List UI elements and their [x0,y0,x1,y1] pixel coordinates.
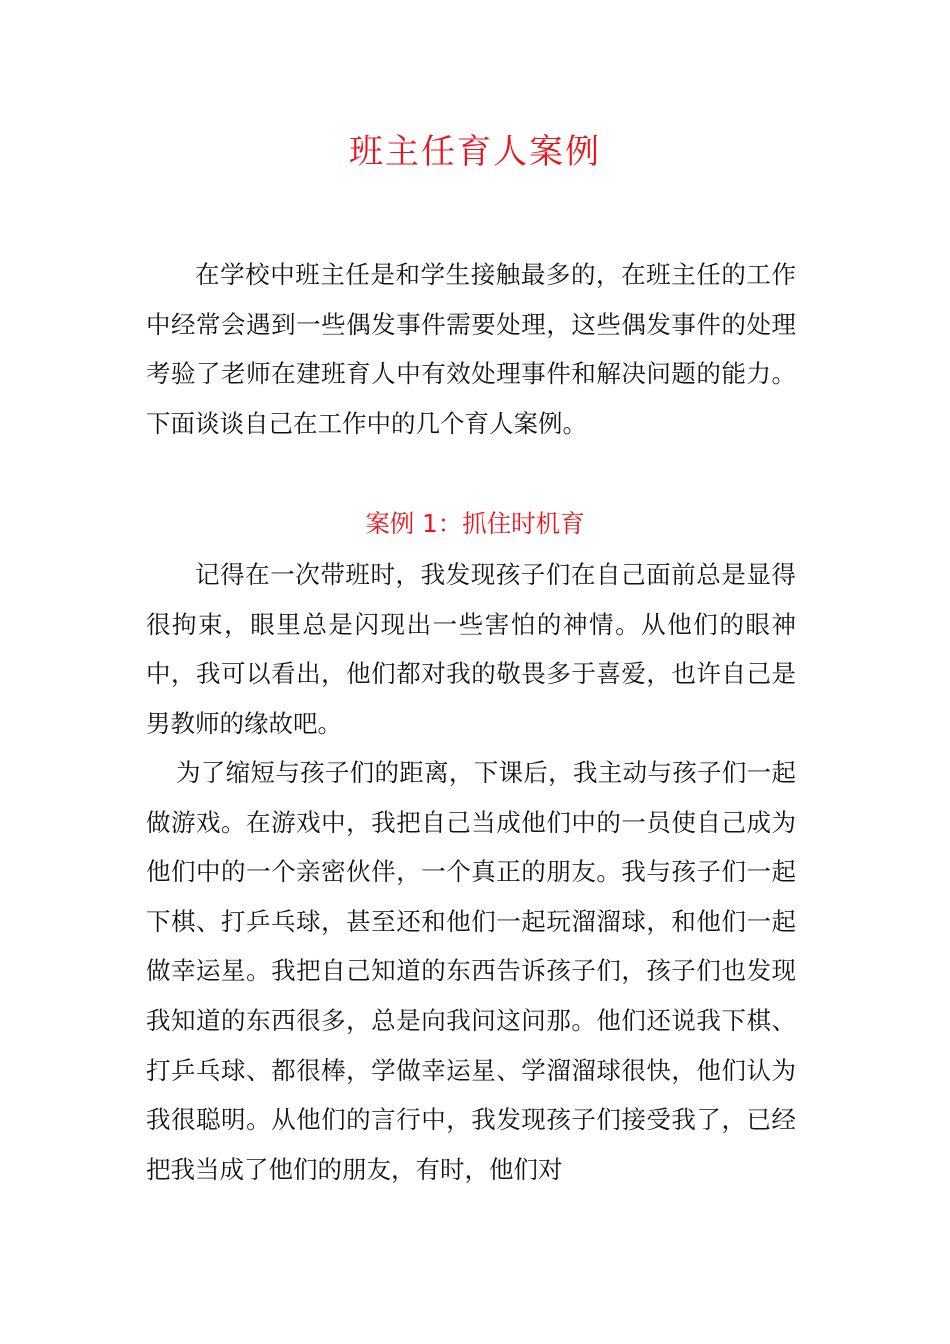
case-1-paragraph-2: 为了缩短与孩子们的距离，下课后，我主动与孩子们一起做游戏。在游戏中，我把自己当成他们中的一员使自己成为他们中的一个亲密伙伴，一个真正的朋友。我与孩子们一起下棋、打乒乓球，甚至还和他们一起玩溜溜球，和他们一起做幸运星。我把自己知道的东西告诉孩子们，孩子们也发现我知道的东西很多，总是向我问这问那。他们还说我下棋、打乒乓球、都很棒，学做幸运星、学溜溜球很快，他们认为我很聪明。从他们的言行中，我发现孩子们接受我了，已经把我当成了他们的朋友，有时，他们对 [146,758,796,1184]
intro-paragraph: 在学校中班主任是和学生接触最多的，在班主任的工作中经常会遇到一些偶发事件需要处理，这些偶发事件的处理考验了老师在建班育人中有效处理事件和解决问题的能力。下面谈谈自己在工作中的几个育人案例。 [146,260,796,438]
case-1-heading: 案例 1：抓住时机育 [365,509,585,538]
document-title: 班主任育人案例 [349,132,601,172]
case-1-paragraph-1: 记得在一次带班时，我发现孩子们在自己面前总是显得很拘束，眼里总是闪现出一些害怕的神情。从他们的眼神中，我可以看出，他们都对我的敬畏多于喜爱，也许自己是男教师的缘故吧。 [146,560,796,738]
